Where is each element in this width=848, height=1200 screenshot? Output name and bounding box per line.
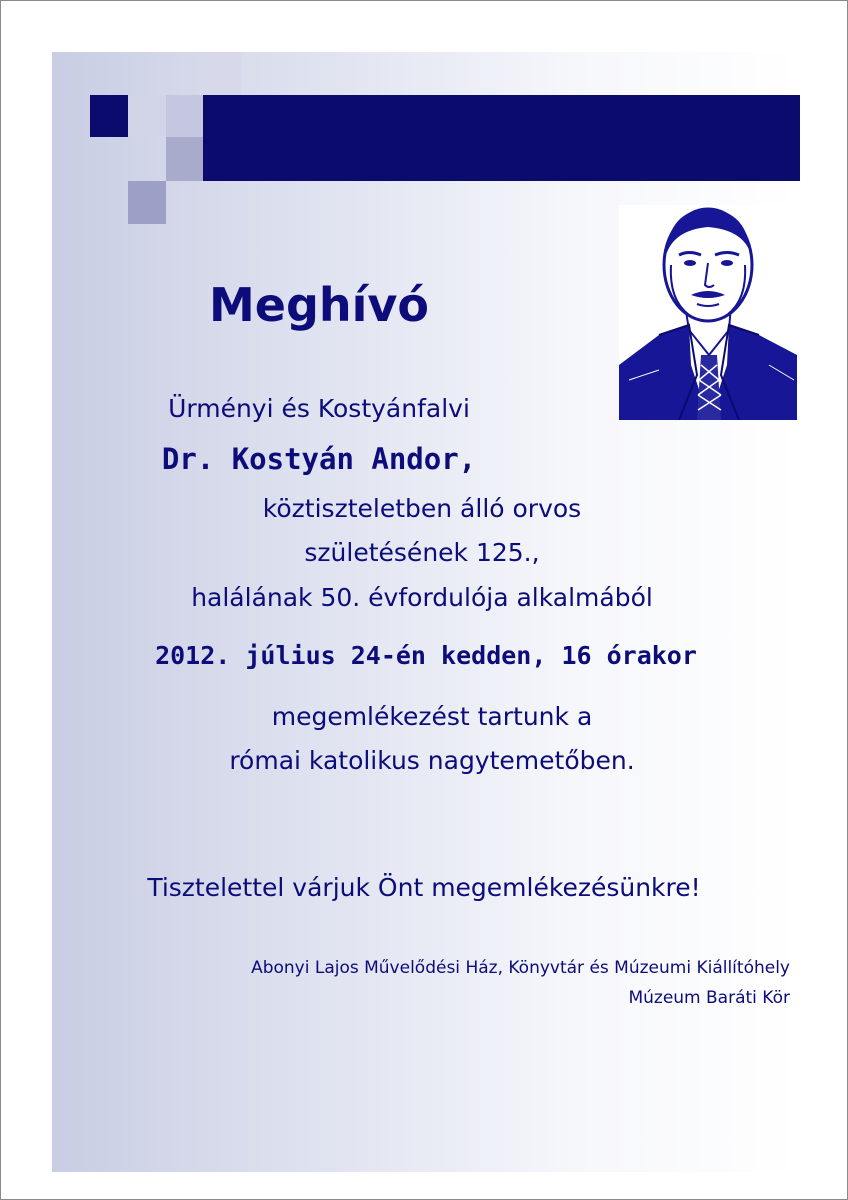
description-line: köztiszteletben álló orvos <box>262 494 582 523</box>
death-anniversary-line: halálának 50. évfordulója alkalmából <box>191 583 653 612</box>
event-location-line: római katolikus nagytemetőben. <box>229 746 635 775</box>
birth-anniversary-line: születésének 125., <box>304 538 540 567</box>
portrait-image <box>619 205 797 420</box>
event-date: 2012. július 24-én kedden, 16 órakor <box>155 641 697 670</box>
organizer-institution: Abonyi Lajos Művelődési Ház, Könyvtár és Múzeumi Kiállítóhely <box>251 958 790 978</box>
event-description-line: megemlékezést tartunk a <box>271 702 593 731</box>
honorific-line: Ürményi és Kostyánfalvi <box>168 394 470 423</box>
decor-square <box>203 52 241 95</box>
name-comma: , <box>458 442 477 476</box>
decor-square <box>90 95 128 137</box>
header-band <box>203 95 800 181</box>
invitation-title: Meghívó <box>208 278 429 332</box>
honoree-name-line <box>52 442 586 476</box>
decor-square <box>166 95 203 137</box>
decor-square <box>166 137 203 181</box>
closing-line: Tisztelettel várjuk Önt megemlékezésünkre! <box>147 873 701 902</box>
honoree-name: Dr. Kostyán Andor <box>161 442 459 476</box>
decor-square <box>128 181 166 224</box>
organizer-circle: Múzeum Baráti Kör <box>628 988 790 1008</box>
decor-square <box>128 95 166 137</box>
